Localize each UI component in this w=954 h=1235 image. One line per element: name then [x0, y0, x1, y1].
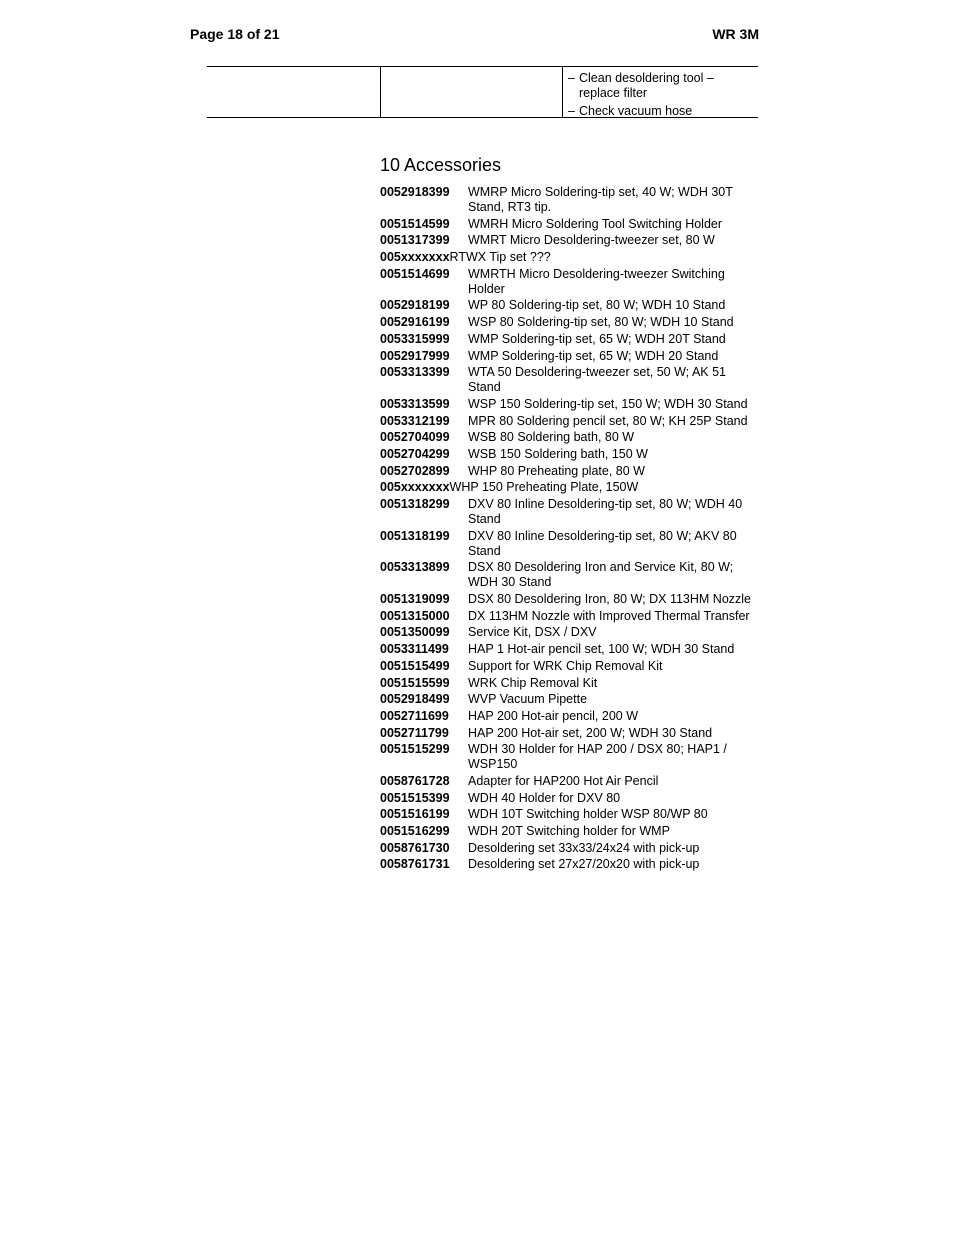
accessory-code: 0058761728 — [380, 773, 450, 788]
accessory-row — [380, 791, 760, 806]
accessory-code: 0053311499 — [380, 642, 449, 657]
accessory-description: WMRP Micro Soldering-tip set, 40 W; WDH 30T Stand, RT3 tip. — [468, 185, 733, 214]
accessory-code: 0052711699 — [380, 708, 449, 723]
accessory-row — [380, 742, 760, 772]
maintenance-action: Clean desoldering tool – replace filter — [579, 71, 714, 100]
accessory-code: 0051515599 — [380, 675, 450, 690]
accessory-row — [380, 709, 760, 724]
accessory-code: 0051514699 — [380, 266, 450, 281]
accessory-code: 0052918199 — [380, 298, 450, 313]
accessory-description: DSX 80 Desoldering Iron and Service Kit, 80 W; WDH 30 Stand — [468, 560, 734, 590]
accessory-row — [380, 365, 760, 395]
maintenance-table — [207, 66, 758, 118]
accessory-code: 0058761731 — [380, 857, 450, 872]
table-cell-interval — [207, 67, 381, 117]
maintenance-action: Check vacuum hose — [579, 104, 693, 118]
accessory-description: Service Kit, DSX / DXV — [468, 625, 597, 640]
accessory-row — [380, 267, 760, 297]
accessory-row — [380, 529, 760, 559]
accessory-code: 0053313899 — [380, 560, 450, 575]
accessory-row — [380, 625, 760, 640]
accessory-description: HAP 200 Hot-air pencil, 200 W — [468, 708, 638, 723]
accessory-row — [380, 480, 760, 495]
accessory-code: 0051318299 — [380, 497, 450, 511]
accessory-description: WHP 80 Preheating plate, 80 W — [468, 463, 645, 478]
accessory-description: DX 113HM Nozzle with Improved Thermal Transfer — [468, 608, 750, 623]
accessory-row — [380, 807, 760, 822]
accessory-row — [380, 397, 760, 412]
accessory-description: Support for WRK Chip Removal Kit — [468, 658, 663, 673]
accessory-code: 0051515499 — [380, 658, 450, 673]
accessory-row — [380, 464, 760, 479]
page-number: Page 18 of 21 — [190, 26, 280, 42]
accessory-row — [380, 332, 760, 347]
table-cell-actions — [563, 67, 758, 117]
accessory-code: 0053312199 — [380, 413, 450, 428]
accessory-code: 0051515399 — [380, 790, 450, 805]
accessory-description: DXV 80 Inline Desoldering-tip set, 80 W; AKV 80 Stand — [468, 528, 737, 558]
accessory-description: WMRT Micro Desoldering-tweezer set, 80 W — [468, 233, 715, 248]
accessory-code: 0051516199 — [380, 807, 450, 822]
accessory-description: WSP 150 Soldering-tip set, 150 W; WDH 30 Stand — [468, 396, 748, 411]
accessory-code: 0051514599 — [380, 216, 450, 231]
accessory-code: 0051515299 — [380, 742, 450, 757]
accessory-code: 0052711799 — [380, 725, 449, 740]
list-item — [563, 71, 758, 101]
accessory-description: RTWX Tip set ??? — [449, 250, 551, 265]
accessory-row — [380, 185, 760, 215]
accessory-row — [380, 430, 760, 445]
accessory-code: 0051350099 — [380, 625, 450, 640]
accessory-description: Desoldering set 27x27/20x20 with pick-up — [468, 857, 700, 872]
accessory-code: 0052918399 — [380, 185, 450, 199]
accessory-description: WDH 30 Holder for HAP 200 / DSX 80; HAP1 / WSP150 — [468, 742, 727, 772]
accessory-row — [380, 233, 760, 248]
list-item — [563, 104, 758, 119]
accessory-code: 0052704299 — [380, 446, 450, 461]
accessory-description: WTA 50 Desoldering-tweezer set, 50 W; AK 51 Stand — [468, 365, 726, 395]
accessory-code: 005xxxxxxx — [380, 250, 450, 265]
accessory-description: DXV 80 Inline Desoldering-tip set, 80 W; WDH 40 Stand — [468, 497, 743, 526]
accessory-code: 0058761730 — [380, 840, 450, 855]
accessory-code: 0052918499 — [380, 692, 450, 707]
accessory-description: WSB 150 Soldering bath, 150 W — [468, 446, 648, 461]
table-cell-component — [381, 67, 563, 117]
accessory-description: WSB 80 Soldering bath, 80 W — [468, 430, 635, 445]
accessory-code: 0051317399 — [380, 233, 450, 248]
accessory-code: 0052916199 — [380, 315, 450, 330]
accessory-code: 0052704099 — [380, 430, 450, 445]
accessory-description: WVP Vacuum Pipette — [468, 692, 588, 707]
accessory-row — [380, 497, 760, 527]
accessory-code: 005xxxxxxx — [380, 480, 450, 495]
accessory-description: Desoldering set 33x33/24x24 with pick-up — [468, 840, 700, 855]
accessory-row — [380, 560, 760, 590]
accessory-code: 0053313599 — [380, 396, 450, 411]
accessory-row — [380, 642, 760, 657]
accessory-code: 0053313399 — [380, 365, 450, 380]
dash-bullet-icon: – — [568, 71, 575, 85]
accessory-description: WMRTH Micro Desoldering-tweezer Switching Holder — [468, 266, 725, 296]
accessory-row — [380, 841, 760, 856]
accessory-row — [380, 857, 760, 872]
accessory-description: HAP 1 Hot-air pencil set, 100 W; WDH 30 Stand — [468, 642, 735, 657]
accessory-code: 0051319099 — [380, 592, 450, 607]
accessory-row — [380, 726, 760, 741]
accessory-row — [380, 824, 760, 839]
accessory-description: WRK Chip Removal Kit — [468, 675, 598, 690]
accessory-row — [380, 349, 760, 364]
accessory-row — [380, 298, 760, 313]
accessory-code: 0051318199 — [380, 528, 450, 543]
accessory-row — [380, 250, 760, 265]
accessory-description: WP 80 Soldering-tip set, 80 W; WDH 10 Stand — [468, 298, 726, 313]
accessory-row — [380, 659, 760, 674]
accessories-list — [380, 185, 760, 874]
accessory-description: WDH 20T Switching holder for WMP — [468, 824, 670, 838]
accessory-description: WMP Soldering-tip set, 65 W; WDH 20 Stand — [468, 348, 719, 363]
accessory-code: 0053315999 — [380, 331, 450, 346]
accessory-description: WDH 10T Switching holder WSP 80/WP 80 — [468, 807, 708, 822]
accessory-row — [380, 592, 760, 607]
model-name: WR 3M — [712, 26, 759, 42]
accessory-description: WMP Soldering-tip set, 65 W; WDH 20T Stand — [468, 331, 726, 346]
accessory-description: WHP 150 Preheating Plate, 150W — [449, 480, 639, 495]
accessory-row — [380, 414, 760, 429]
dash-bullet-icon: – — [568, 104, 575, 118]
accessory-description: MPR 80 Soldering pencil set, 80 W; KH 25P Stand — [468, 413, 748, 428]
section-title: 10 Accessories — [380, 155, 502, 175]
accessory-description: DSX 80 Desoldering Iron, 80 W; DX 113HM Nozzle — [468, 592, 751, 607]
accessory-row — [380, 217, 760, 232]
accessory-row — [380, 315, 760, 330]
accessory-description: WDH 40 Holder for DXV 80 — [468, 790, 621, 805]
accessory-row — [380, 609, 760, 624]
accessory-code: 0052702899 — [380, 463, 450, 478]
accessory-row — [380, 676, 760, 691]
accessory-row — [380, 447, 760, 462]
accessory-code: 0051516299 — [380, 824, 450, 838]
accessory-code: 0051315000 — [380, 608, 450, 623]
accessory-description: WMRH Micro Soldering Tool Switching Holder — [468, 216, 723, 231]
accessory-description: HAP 200 Hot-air set, 200 W; WDH 30 Stand — [468, 725, 713, 740]
accessory-description: WSP 80 Soldering-tip set, 80 W; WDH 10 Stand — [468, 315, 734, 330]
accessory-row — [380, 692, 760, 707]
accessory-code: 0052917999 — [380, 348, 450, 363]
accessory-description: Adapter for HAP200 Hot Air Pencil — [468, 773, 659, 788]
accessory-row — [380, 774, 760, 789]
